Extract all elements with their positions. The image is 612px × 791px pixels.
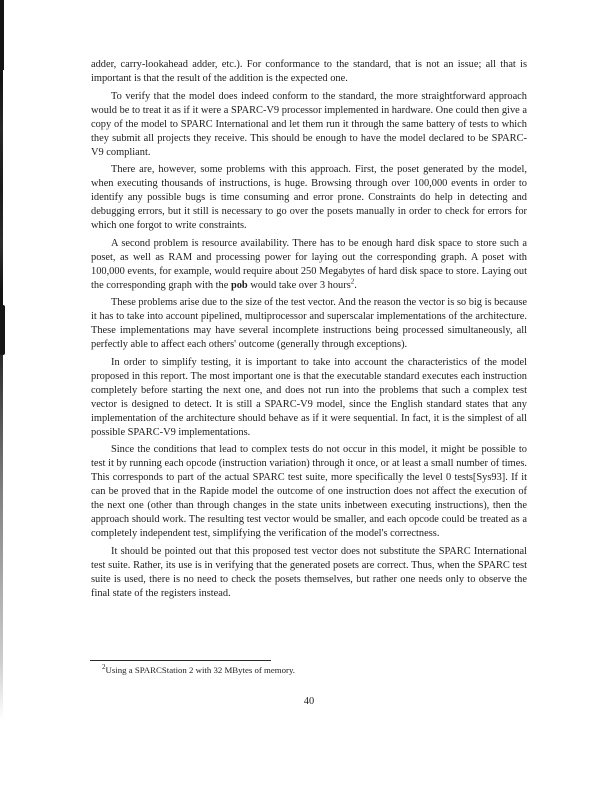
text-segment: In order to simplify testing, it is important to take into account the characteristics of the model proposed in this report. The most important one is that the executable standard executes each instruction completely before starting the next one, and does not run into the problems that such a complex test vector is designed to detect. It is still a SPARC-V9 model, since the English standard states that any implementation of the architecture should behave as if it were sequential. In fact, it is the simplest of all possible SPARC-V9 implementations. xyxy=(91,356,527,438)
text-segment: would take over 3 hours xyxy=(247,279,351,291)
text-segment: pob xyxy=(230,279,248,291)
text-segment: It should be pointed out that this proposed test vector does not substitute the SPARC International test suite. Rather, its use is in verifying that the generated posets are correct. Thus, when the SPARC test suite is used, there is no need to check the posets themselves, but rather one needs only to observe the final state of the registers instead. xyxy=(91,545,527,599)
footnote-rule xyxy=(90,660,271,661)
paragraph xyxy=(91,356,527,440)
paragraph xyxy=(91,58,527,86)
page-number: 40 xyxy=(303,696,315,707)
scan-edge-artifact-top xyxy=(0,0,4,70)
text-segment: To verify that the model does indeed conform to the standard, the more straightforward approach would be to treat it as if it were a SPARC-V9 processor implemented in hardware. One could then give a copy of the model to SPARC International and let them run it through the same battery of tests to which they submit all projects they receive. This should be enough to have the model declared to be SPARC-V9 compliant. xyxy=(91,90,527,158)
text-segment: 2 xyxy=(350,277,355,286)
text-segment: adder, carry-lookahead adder, etc.). For conformance to the standard, that is not an issue; all that is important is that the result of the addition is the expected one. xyxy=(91,59,527,84)
text-segment: 2 xyxy=(102,663,106,672)
text-segment: These problems arise due to the size of the test vector. And the reason the vector is so big is because it has to take into account pipelined, multiprocessor and superscalar implementations of the architecture. These implementations may have several incomplete instructions being processed simultaneously, all perfectly able to affect each others' outcome (generally through exceptions). xyxy=(91,297,527,350)
text-segment: There are, however, some problems with this approach. First, the poset generated by the model, when executing thousands of instructions, is huge. Browsing through over 100,000 events in order to identify any possible bugs is time consuming and error prone. Constraints do help in detecting and debugging errors, but it still is necessary to go over the posets manually in order to check for errors for which one forgot to write constraints. xyxy=(91,164,527,231)
scan-edge-artifact-blob xyxy=(0,305,5,355)
text-segment: Since the conditions that lead to complex tests do not occur in this model, it might be possible to test it by running each opcode (instruction variation) through it once, or at least a small number of times. This corresponds to part of the actual SPARC test suite, more specifically the level 0 tests[Sys93]. If it can be proved that in the Rapide model the outcome of one instruction does not affect the execution of the next one (other than through changes in the state units inbetween executing instructions), then the approach should work. The resulting test vector would be smaller, and each opcode could be treated as a completely independent test, simplifying the verification of the model's correctness. xyxy=(91,444,527,539)
paragraph xyxy=(91,90,527,160)
text-segment: A second problem is resource availability. There has to be enough hard disk space to store such a poset, as well as RAM and processing power for laying out the corresponding graph. A poset with 100,000 events, for example, would require about 250 Megabytes of hard disk space to store. Laying out the corresponding graph with the xyxy=(91,237,527,291)
paragraph xyxy=(91,443,527,541)
text-column xyxy=(91,58,527,604)
paragraph xyxy=(91,237,527,293)
paragraph xyxy=(91,296,527,352)
scan-edge-artifact xyxy=(0,0,3,720)
paragraph xyxy=(91,163,527,233)
paragraph xyxy=(91,545,527,601)
footnote-text xyxy=(90,664,527,676)
text-segment: . xyxy=(354,279,357,291)
text-segment: Using a SPARCStation 2 with 32 MBytes of memory. xyxy=(105,665,295,675)
